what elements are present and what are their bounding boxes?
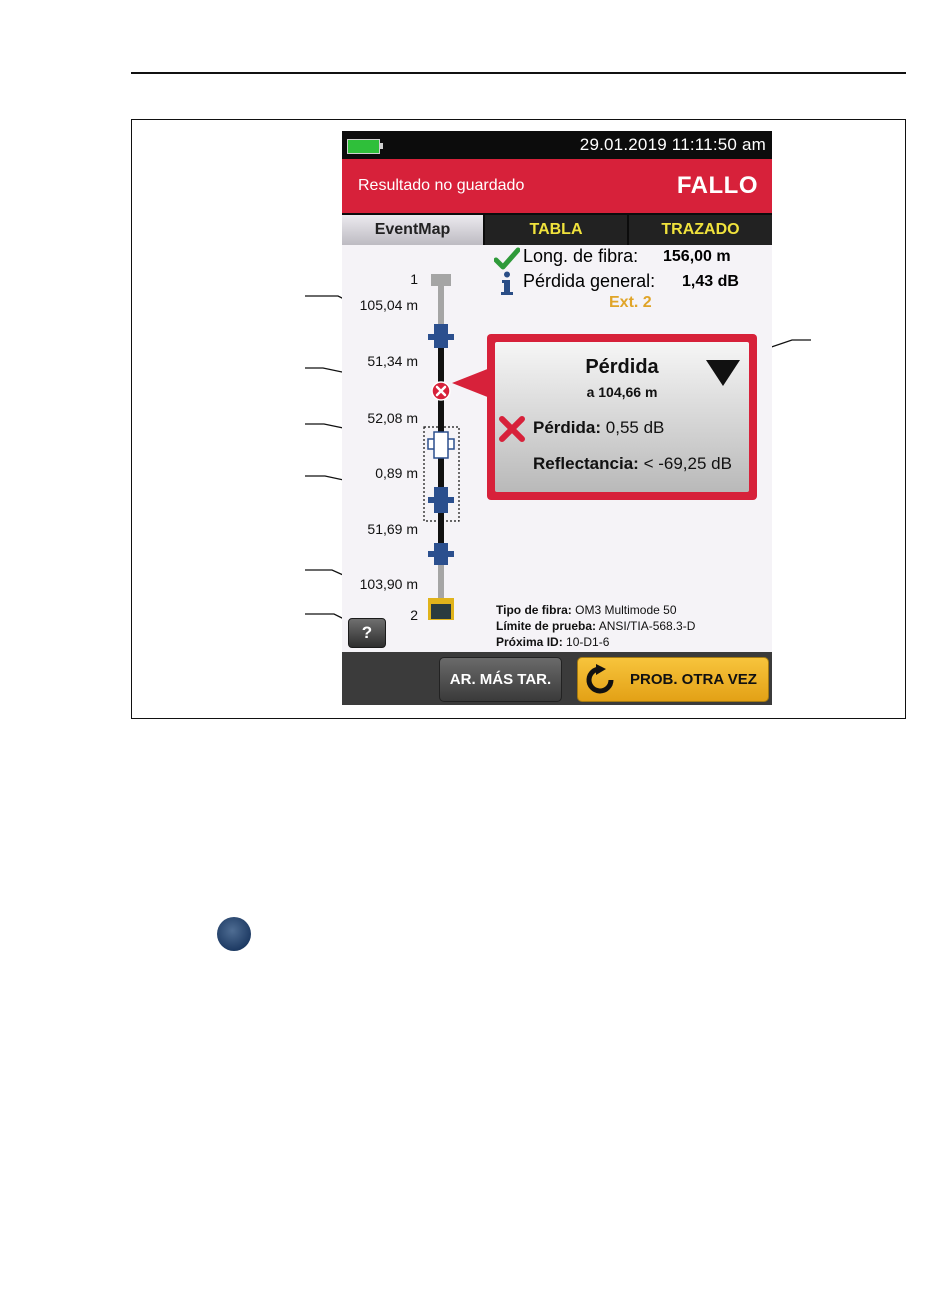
overall-loss-label: Pérdida general:	[523, 271, 656, 291]
retest-button[interactable]	[577, 657, 769, 702]
end-label-1: 1	[410, 271, 418, 287]
event-popup-body	[495, 342, 749, 492]
bullet-circle-icon	[217, 917, 251, 951]
next-id-label: Próxima ID:	[496, 635, 563, 649]
fiber-type-label: Tipo de fibra:	[496, 603, 572, 617]
event-loss-value: 0,55 dB	[605, 418, 665, 437]
fiber-length-value: 156,00 m	[663, 248, 731, 265]
overall-loss-value: 1,43 dB	[682, 273, 739, 290]
battery-tip	[380, 143, 383, 149]
fiber-type-row	[496, 602, 695, 618]
event-reflectance-label: Reflectancia:	[533, 454, 639, 473]
result-status: FALLO	[676, 172, 758, 199]
fiber-type-value: OM3 Multimode 50	[575, 603, 677, 617]
tester-screen	[342, 131, 772, 705]
tab-bar	[342, 213, 772, 245]
test-limit-row	[496, 618, 695, 634]
test-limit-label: Límite de prueba:	[496, 619, 597, 633]
test-limit-value: ANSI/TIA-568.3-D	[598, 619, 696, 633]
next-id-value: 10-D1-6	[566, 635, 610, 649]
event-reflectance	[533, 454, 732, 474]
test-info	[496, 602, 695, 650]
launch-end-cap	[431, 274, 451, 286]
status-bar	[342, 131, 772, 159]
event-loss	[533, 418, 664, 438]
event-reflectance-value: < -69,25 dB	[643, 454, 732, 473]
retest-arrow-icon	[584, 664, 618, 696]
connector-3-icon	[428, 487, 454, 513]
extension-label: Ext. 2	[609, 294, 652, 311]
top-rule	[131, 72, 906, 74]
bottom-bar	[342, 652, 772, 705]
distance-label: 51,34 m	[367, 353, 418, 369]
end-label-2: 2	[410, 607, 418, 623]
distance-label: 52,08 m	[367, 410, 418, 426]
event-type: Pérdida	[585, 356, 659, 378]
event-location: a 104,66 m	[586, 384, 658, 400]
popup-pointer	[450, 368, 490, 398]
connector-1-icon	[428, 324, 454, 348]
distance-label: 105,04 m	[359, 297, 418, 313]
battery-full-icon	[347, 139, 380, 154]
result-title: Resultado no guardado	[358, 177, 525, 194]
retest-label: PROB. OTRA VEZ	[630, 671, 757, 688]
connector-2-icon	[428, 432, 454, 458]
tab-eventmap[interactable]: EventMap	[342, 215, 483, 245]
next-id-row	[496, 634, 695, 650]
datetime: 29.01.2019 11:11:50 am	[579, 135, 766, 154]
tester-end-icon	[428, 598, 454, 620]
fail-x-icon	[498, 415, 526, 443]
tab-tabla[interactable]: TABLA	[485, 215, 627, 245]
fail-event-icon	[432, 382, 450, 400]
tab-trazado[interactable]: TRAZADO	[629, 215, 772, 245]
fiber-length-label: Long. de fibra:	[523, 246, 639, 266]
result-header	[342, 159, 772, 213]
distance-label: 51,69 m	[367, 521, 418, 537]
info-icon	[498, 271, 516, 295]
event-popup[interactable]	[487, 334, 757, 500]
checkmark-icon	[494, 246, 520, 272]
triangle-down-icon[interactable]	[705, 359, 741, 387]
event-loss-label: Pérdida:	[533, 418, 602, 437]
save-later-button[interactable]: AR. MÁS TAR.	[439, 657, 562, 702]
connector-4-icon	[428, 543, 454, 565]
distance-label: 103,90 m	[359, 576, 418, 592]
help-button[interactable]: ?	[348, 618, 386, 648]
distance-label: 0,89 m	[375, 465, 418, 481]
